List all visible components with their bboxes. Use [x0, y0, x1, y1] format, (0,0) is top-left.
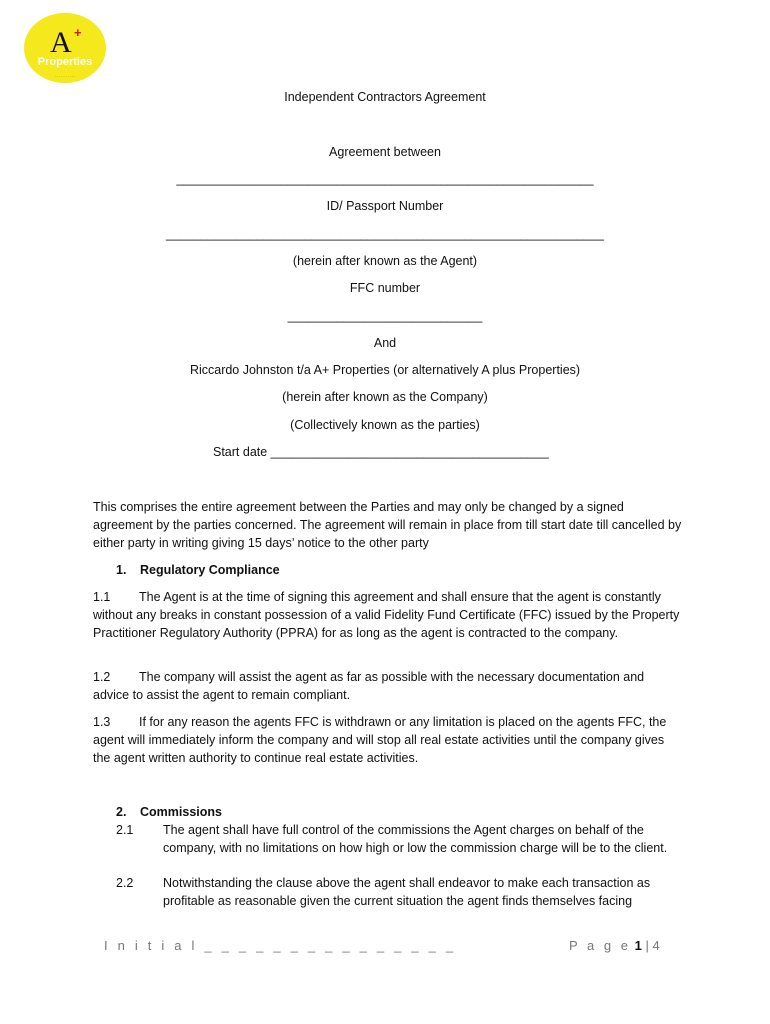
clause-1-3: [93, 714, 683, 767]
clause-text: If for any reason the agents FFC is withdrawn or any limitation is placed on the agents FFC, the agent will immediately inform the company and will stop all real estate activities until the company gives the agent written authority to continue real estate activities.: [93, 715, 667, 765]
id-passport-label: ID/ Passport Number: [326, 199, 444, 213]
company-name: Riccardo Johnston t/a A+ Properties (or alternatively A plus Properties): [189, 363, 581, 377]
company-logo: [23, 12, 107, 86]
page-total: 4: [652, 938, 660, 953]
intro-paragraph: This comprises the entire agreement between the Parties and may only be changed by a signed agreement by the parties concerned. The agreement will remain in place from till start date till cancelled by either party in writing giving 15 days’ notice to the other party: [93, 500, 682, 550]
section-heading: [116, 805, 222, 819]
clause-text: Notwithstanding the clause above the agent shall endeavor to make each transaction as profitable as reasonable given the current situation the agent finds themselves facing: [163, 876, 651, 908]
clause-number: 1.1: [93, 590, 111, 604]
clause-text: The Agent is at the time of signing this agreement and shall ensure that the agent is constantly without any breaks in constant possession of a valid Fidelity Fund Certificate (FFC) issued by the Property Practitioner Regulatory Authority (PPRA) for as long as the agent is contracted to the company.: [93, 590, 680, 640]
and-text: And: [373, 336, 397, 350]
initial-field: I n i t i a l _ _ _ _ _ _ _ _ _ _ _ _ _ _ _: [104, 938, 457, 953]
svg-text:A: A: [50, 26, 72, 59]
parties-known-as: (Collectively known as the parties): [290, 418, 480, 432]
clause-number: 2.2: [116, 876, 134, 890]
page-label: P a g e: [569, 938, 631, 953]
section-title: Regulatory Compliance: [140, 563, 280, 577]
clause-2-1: [116, 822, 686, 876]
page-separator: |: [645, 938, 649, 953]
clause-text: The company will assist the agent as far as possible with the necessary documentation and advice to assist the agent to remain compliant.: [93, 670, 645, 702]
company-known-as: (herein after known as the Company): [282, 390, 488, 404]
clause-2-2: [116, 875, 686, 911]
section-number: 1.: [116, 563, 127, 577]
agent-name-blank: ____________________________________________________________: [176, 172, 594, 186]
section-heading: [116, 563, 280, 577]
id-passport-blank: _______________________________________________________________: [166, 227, 604, 241]
agent-known-as: (herein after known as the Agent): [292, 254, 478, 268]
page-number: [569, 938, 660, 953]
document-title: Independent Contractors Agreement: [284, 90, 486, 104]
clause-1-2: [93, 669, 683, 705]
section-number: 2.: [116, 805, 127, 819]
svg-text:Properties: Properties: [37, 56, 93, 68]
agreement-between: Agreement between: [329, 145, 441, 159]
clause-text: The agent shall have full control of the commissions the Agent charges on behalf of the company, with no limitations on how high or low the commission charge will be to the client.: [163, 823, 668, 855]
start-date-line: Start date ________________________________________: [213, 445, 549, 459]
svg-text:+: +: [74, 25, 82, 40]
ffc-number-label: FFC number: [349, 281, 421, 295]
svg-text:· · · · · · · · · ·: · · · · · · · · · ·: [54, 75, 76, 79]
page-current: 1: [634, 938, 642, 953]
section-title: Commissions: [140, 805, 222, 819]
ffc-number-blank: ____________________________: [287, 309, 483, 323]
clause-1-1: [93, 589, 683, 642]
clause-number: 1.3: [93, 715, 111, 729]
clause-number: 1.2: [93, 670, 111, 684]
clause-number: 2.1: [116, 823, 134, 837]
